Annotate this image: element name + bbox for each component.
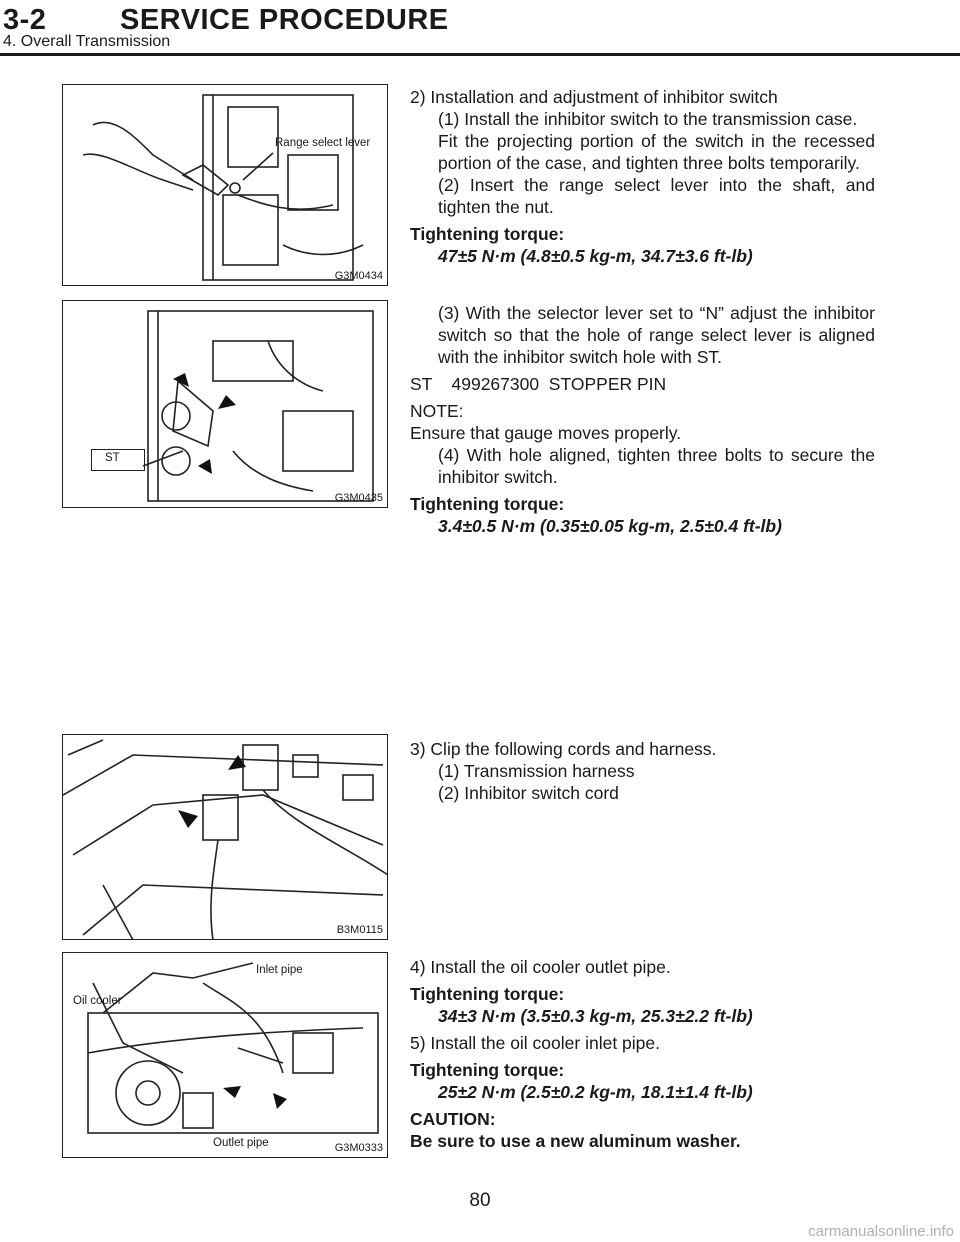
note-text: Ensure that gauge moves properly. — [410, 423, 682, 443]
torque-label-2: Tightening torque: — [410, 494, 565, 514]
caution-text: Be sure to use a new aluminum washer. — [410, 1131, 741, 1151]
figure-drawing — [63, 953, 388, 1158]
page-title: SERVICE PROCEDURE — [120, 4, 449, 36]
page-number: 80 — [469, 1190, 491, 1211]
text-block-oil-cooler — [410, 956, 875, 1152]
text-block-adjust — [410, 302, 875, 537]
figure-label-inlet-pipe: Inlet pipe — [256, 964, 303, 976]
torque-label-3: Tightening torque: — [410, 984, 565, 1004]
figure-code: G3M0435 — [334, 492, 383, 504]
figure-stopper-pin — [62, 300, 388, 508]
step-4: 4) Install the oil cooler outlet pipe. — [410, 957, 671, 977]
figure-code: G3M0434 — [334, 270, 383, 282]
figure-label-range-select-lever: Range select lever — [275, 137, 371, 149]
figure-label-outlet-pipe: Outlet pipe — [213, 1137, 269, 1149]
figure-oil-cooler-pipes — [62, 952, 388, 1158]
torque-label-4: Tightening torque: — [410, 1060, 565, 1080]
text-block-harness — [410, 738, 875, 804]
figure-code: G3M0333 — [334, 1142, 383, 1154]
step-2-1b: Fit the projecting portion of the switch in the recessed portion of the case, and tighten three bolts temporarily. — [438, 131, 875, 173]
figure-label-oil-cooler: Oil cooler — [73, 995, 122, 1007]
note-label: NOTE: — [410, 401, 464, 421]
step-2-2: (2) Insert the range select lever into the shaft, and tighten the nut. — [438, 175, 875, 217]
torque-value-2: 3.4±0.5 N·m (0.35±0.05 kg-m, 2.5±0.4 ft-lb) — [438, 516, 782, 536]
section-number: 3-2 — [3, 4, 47, 36]
step-2: 2) Installation and adjustment of inhibitor switch — [410, 87, 778, 107]
step-2-4: (4) With hole aligned, tighten three bolts to secure the inhibitor switch. — [438, 445, 875, 487]
torque-value-3: 34±3 N·m (3.5±0.3 kg-m, 25.3±2.2 ft-lb) — [438, 1006, 753, 1026]
figure-range-select-lever — [62, 84, 388, 286]
special-tool: ST 499267300 STOPPER PIN — [410, 374, 667, 394]
figure-drawing — [63, 85, 388, 286]
text-block-inhibitor-switch — [410, 86, 875, 267]
header-rule — [0, 53, 960, 56]
figure-drawing — [63, 735, 388, 940]
torque-label-1: Tightening torque: — [410, 224, 565, 244]
figure-label-st-box — [91, 449, 145, 471]
footer-watermark: carmanualsonline.info — [808, 1223, 954, 1240]
caution-label: CAUTION: — [410, 1109, 496, 1129]
figure-label-st: ST — [105, 452, 120, 464]
figure-code: B3M0115 — [336, 924, 383, 936]
torque-value-1: 47±5 N·m (4.8±0.5 kg-m, 34.7±3.6 ft-lb) — [438, 246, 753, 266]
step-3-1: (1) Transmission harness — [438, 761, 635, 781]
step-3: 3) Clip the following cords and harness. — [410, 739, 717, 759]
step-2-3: (3) With the selector lever set to “N” adjust the inhibitor switch so that the hole of range select lever is aligned with the inhibitor switch hole with ST. — [438, 303, 875, 367]
section-subtitle: 4. Overall Transmission — [3, 33, 171, 50]
figure-harness-clips — [62, 734, 388, 940]
torque-value-4: 25±2 N·m (2.5±0.2 kg-m, 18.1±1.4 ft-lb) — [438, 1082, 753, 1102]
step-2-1a: (1) Install the inhibitor switch to the transmission case. — [438, 109, 858, 129]
step-3-2: (2) Inhibitor switch cord — [438, 783, 619, 803]
step-5: 5) Install the oil cooler inlet pipe. — [410, 1033, 660, 1053]
figure-drawing — [63, 301, 388, 508]
